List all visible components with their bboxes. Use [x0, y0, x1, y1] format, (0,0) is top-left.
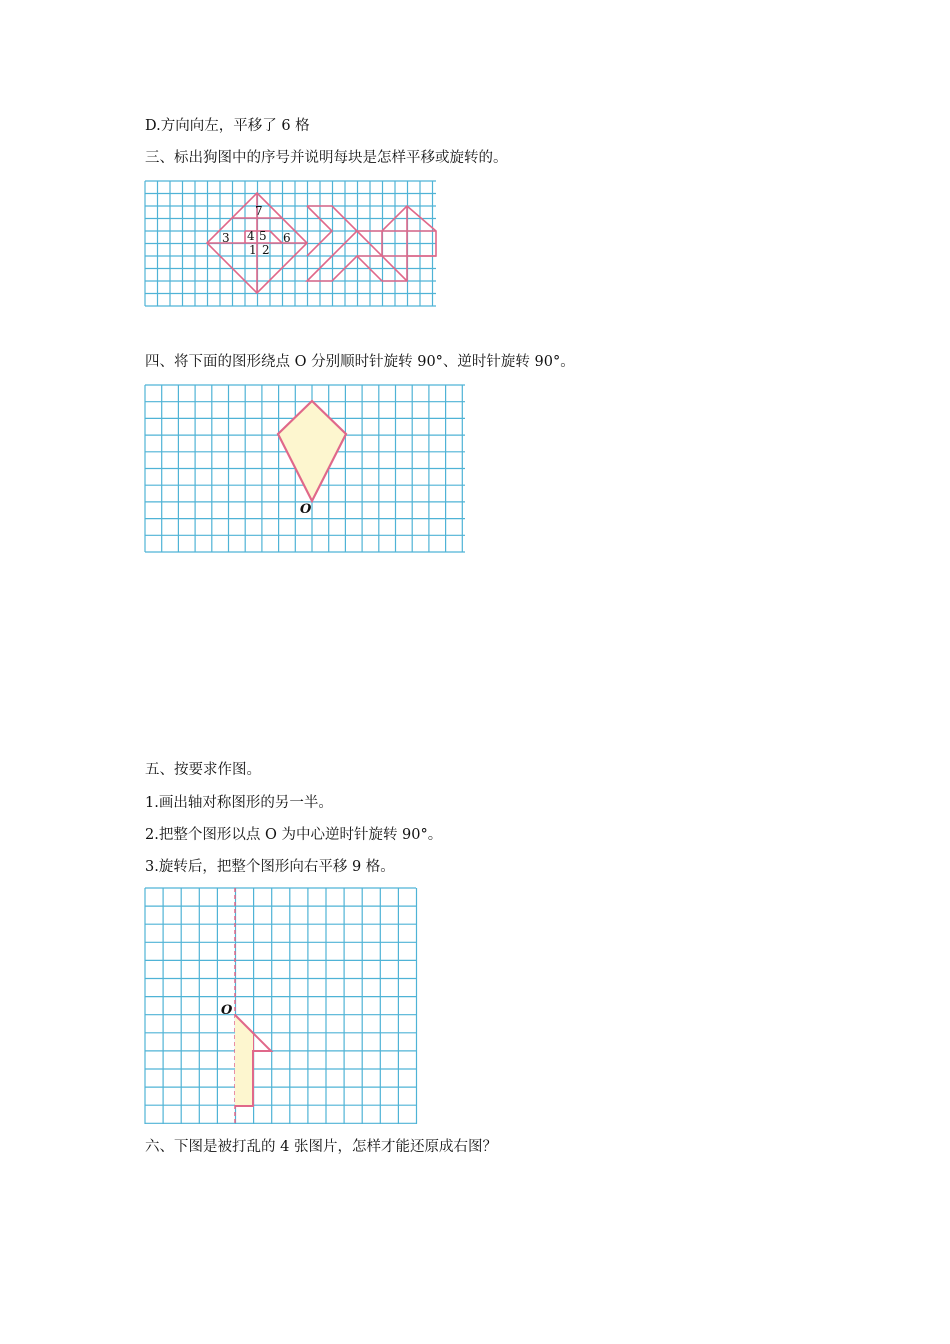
q3-label-2: 2	[262, 243, 270, 257]
question-5-item-2: 2.把整个图形以点 O 为中心逆时针旋转 90°。	[145, 827, 443, 843]
option-d: D.方向向左，平移了 6 格	[145, 118, 310, 134]
question-6-title: 六、下图是被打乱的 4 张图片，怎样才能还原成右图？	[145, 1139, 497, 1155]
q4-point-o-label: O	[300, 502, 312, 517]
question-4-title: 四、将下面的图形绕点 O 分别顺时针旋转 90°、逆时针旋转 90°。	[145, 354, 575, 370]
q5-point-o-label: O	[221, 1003, 233, 1018]
q4-grid-figure	[145, 385, 465, 552]
question-5-item-1: 1.画出轴对称图形的另一半。	[145, 795, 333, 811]
question-3-title: 三、标出狗图中的序号并说明每块是怎样平移或旋转的。	[145, 150, 508, 166]
question-5-item-3: 3.旋转后，把整个图形向右平移 9 格。	[145, 859, 395, 875]
question-5-title: 五、按要求作图。	[145, 762, 261, 778]
q5-grid	[145, 888, 417, 1124]
q3-label-6: 6	[283, 231, 291, 245]
q3-label-1: 1	[249, 243, 257, 257]
q3-label-5: 5	[259, 229, 267, 243]
q3-label-7: 7	[255, 204, 263, 218]
q4-kite-shape	[278, 401, 346, 501]
q5-grid-figure	[145, 888, 416, 1124]
q3-label-3: 3	[222, 231, 230, 245]
q5-shape-fill	[235, 1015, 253, 1106]
q3-label-4: 4	[247, 229, 255, 243]
q3-grid-figure	[145, 181, 436, 306]
